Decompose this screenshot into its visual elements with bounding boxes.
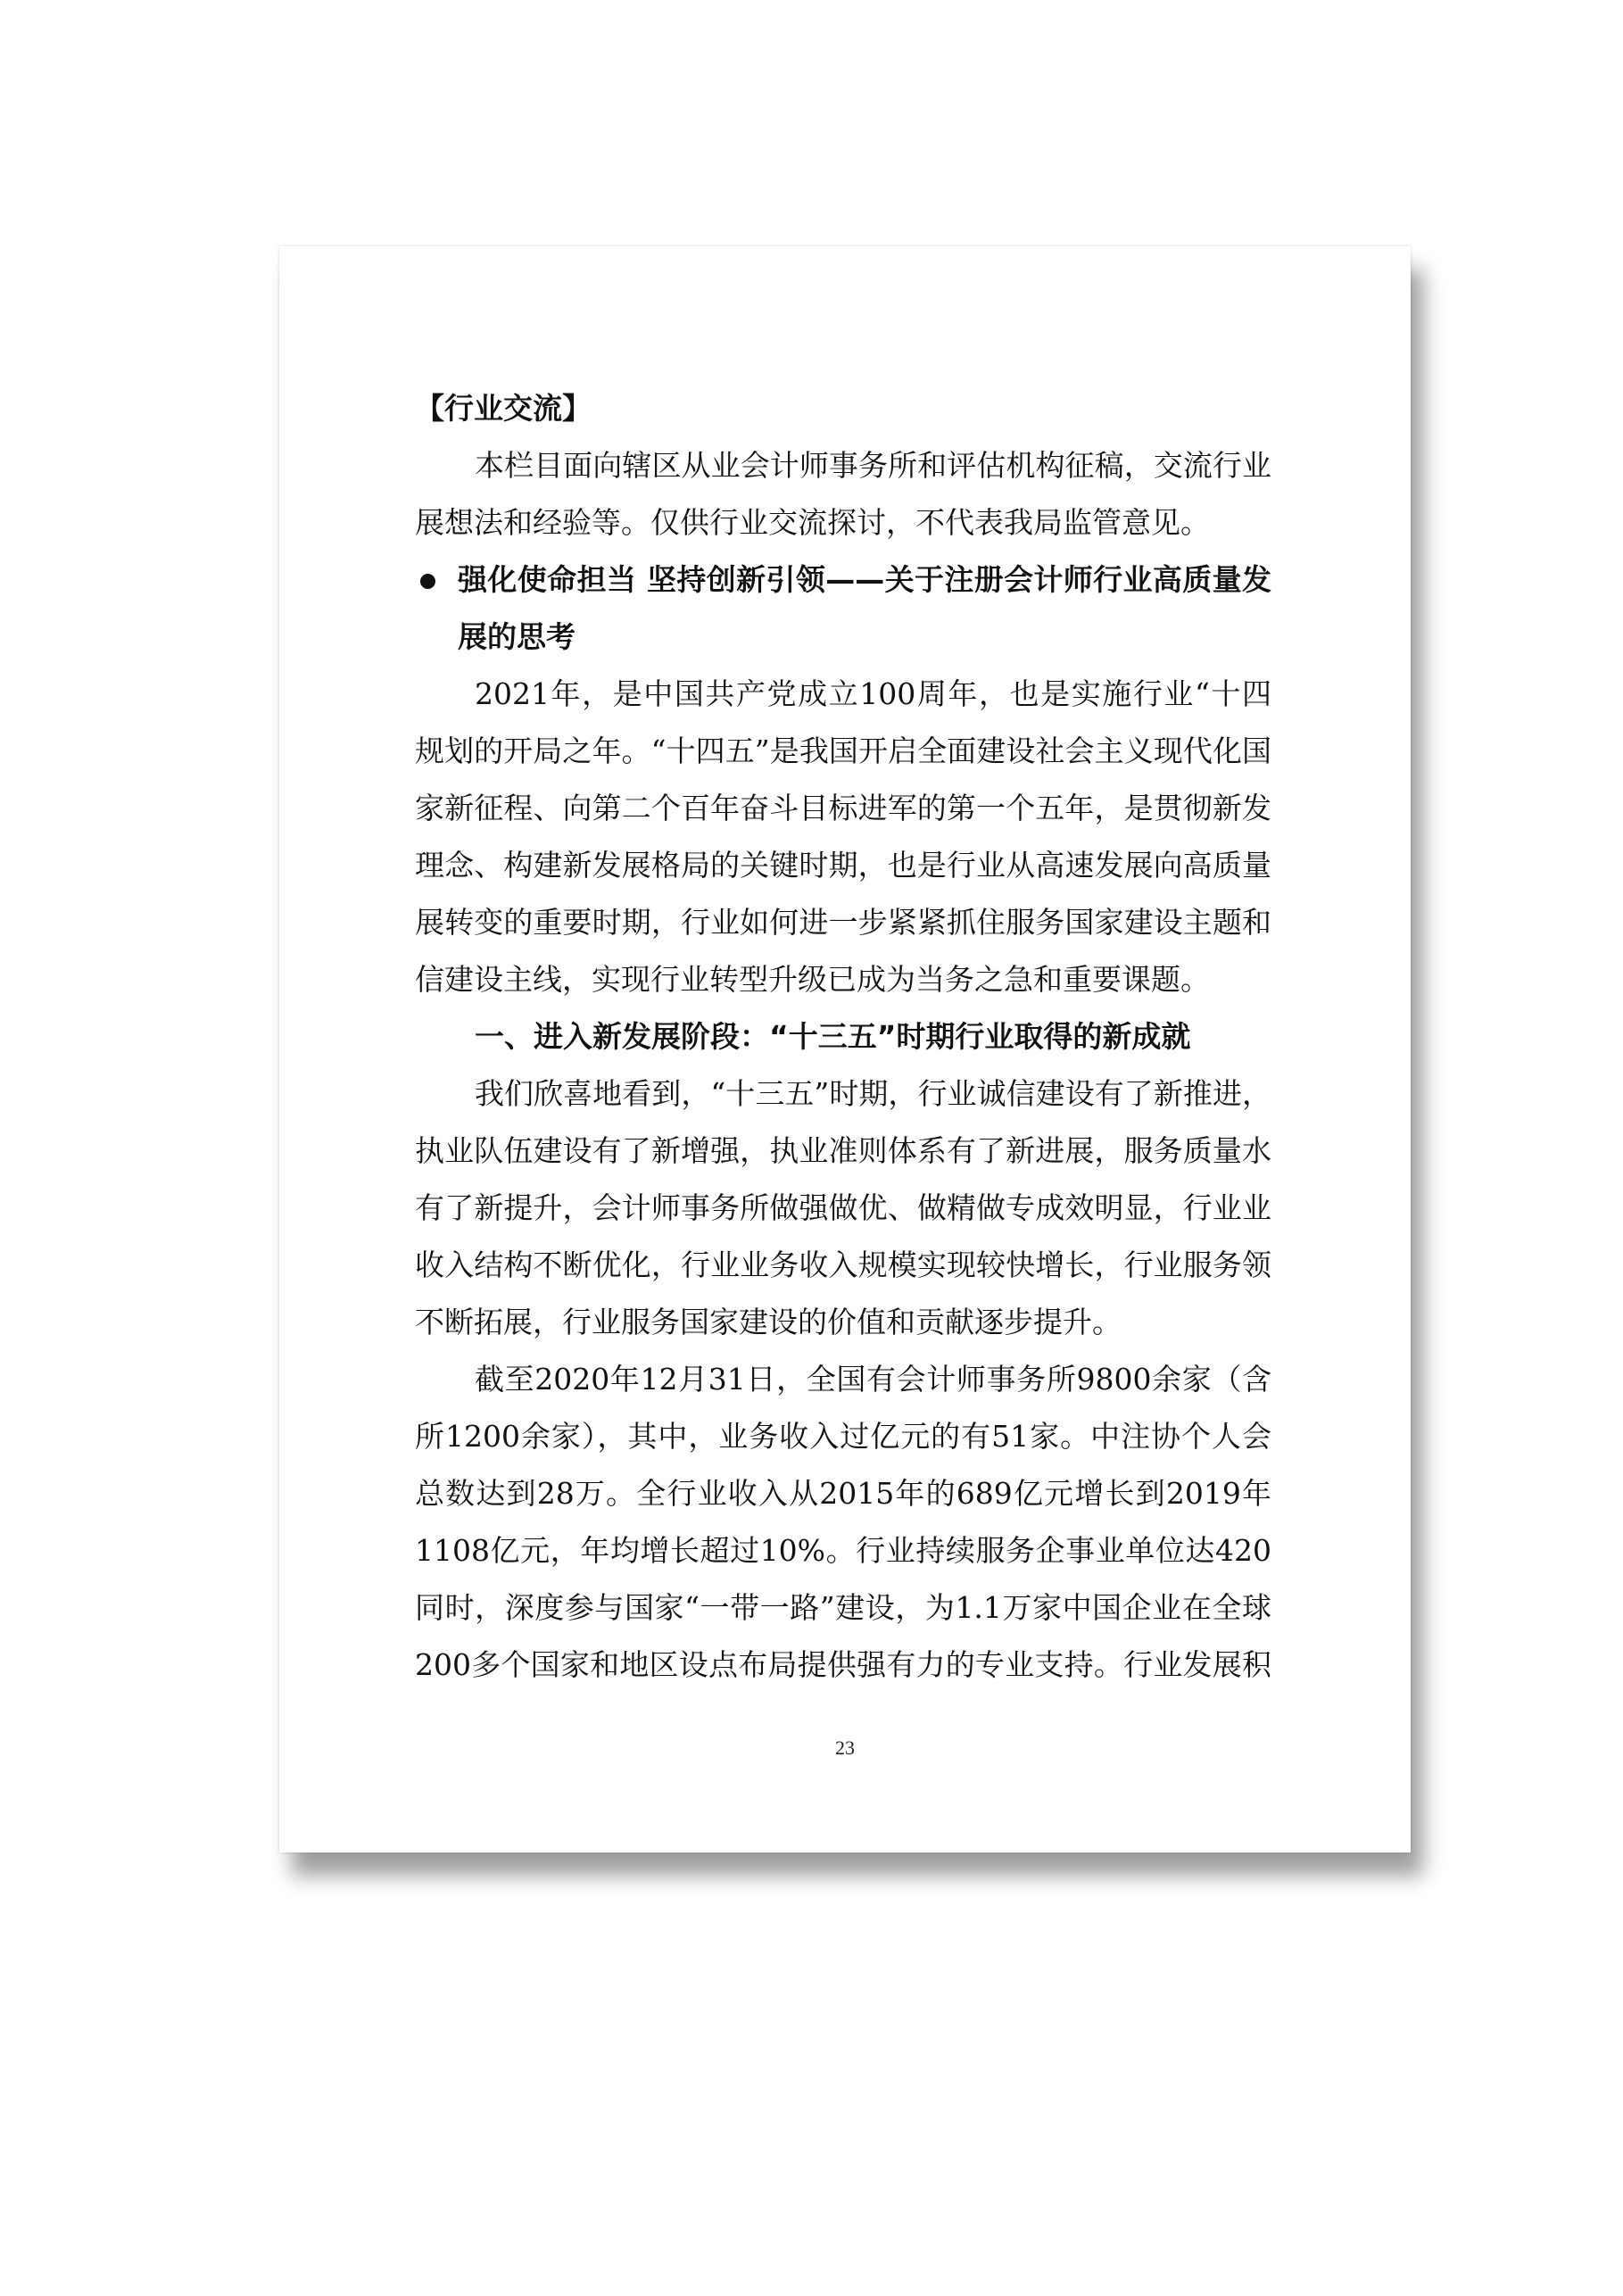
- article-title-line: 强化使命担当 坚持创新引领——关于注册会计师行业高质量发: [415, 551, 1271, 609]
- paragraph-line: 2021年，是中国共产党成立100周年，也是实施行业“十四: [475, 676, 1271, 711]
- paragraph-line: 总数达到28万。全行业收入从2015年的689亿元增长到2019年: [415, 1476, 1271, 1511]
- article-title: [415, 551, 1271, 666]
- paragraph-1: [415, 666, 1271, 1008]
- paragraph-line: 截至2020年12月31日，全国有会计师事务所9800余家（含: [475, 1362, 1271, 1397]
- paragraph-line: 同时，深度参与国家“一带一路”建设，为1.1万家中国企业在全球: [415, 1590, 1271, 1625]
- article-title-line: 展的思考: [458, 619, 576, 654]
- paragraph-line: 理念、构建新发展格局的关键时期，也是行业从高速发展向高质量: [415, 848, 1271, 883]
- paragraph-line: 1108亿元，年均增长超过10%。行业持续服务企事业单位达420: [415, 1533, 1271, 1568]
- page-content: [415, 380, 1271, 1694]
- column-tag: 【行业交流】: [415, 391, 592, 426]
- paragraph-line: 不断拓展，行业服务国家建设的价值和贡献逐步提升。: [415, 1305, 1122, 1339]
- paragraph-line: 200多个国家和地区设点布局提供强有力的专业支持。行业发展积: [415, 1647, 1271, 1682]
- paragraph-line: 展转变的重要时期，行业如何进一步紧紧抓住服务国家建设主题和: [415, 905, 1271, 940]
- intro-line: 展想法和经验等。仅供行业交流探讨，不代表我局监管意见。: [415, 505, 1210, 540]
- paragraph-line: 执业队伍建设有了新增强，执业准则体系有了新进展，服务质量水: [415, 1133, 1271, 1168]
- document-page: [279, 246, 1411, 1853]
- section-title: 一、进入新发展阶段：“十三五”时期行业取得的新成就: [475, 1019, 1191, 1054]
- intro-paragraph: [415, 437, 1271, 551]
- paragraph-line: 我们欣喜地看到，“十三五”时期，行业诚信建设有了新推进，: [475, 1076, 1271, 1111]
- paragraph-line: 收入结构不断优化，行业业务收入规模实现较快增长，行业服务领: [415, 1247, 1271, 1282]
- bullet-icon: [420, 574, 435, 589]
- intro-line: 本栏目面向辖区从业会计师事务所和评估机构征稿，交流行业: [475, 448, 1271, 483]
- paragraph-2: [415, 1065, 1271, 1351]
- page-number: 23: [835, 1737, 855, 1759]
- paragraph-line: 规划的开局之年。“十四五”是我国开启全面建设社会主义现代化国: [415, 734, 1271, 768]
- paragraph-line: 信建设主线，实现行业转型升级已成为当务之急和重要课题。: [415, 962, 1210, 997]
- paragraph-line: 家新征程、向第二个百年奋斗目标进军的第一个五年，是贯彻新发: [415, 791, 1271, 825]
- paragraph-line: 所1200余家），其中，业务收入过亿元的有51家。中注协个人会: [415, 1419, 1271, 1454]
- paragraph-3: [415, 1351, 1271, 1694]
- paragraph-line: 有了新提升，会计师事务所做强做优、做精做专成效明显，行业业: [415, 1190, 1271, 1225]
